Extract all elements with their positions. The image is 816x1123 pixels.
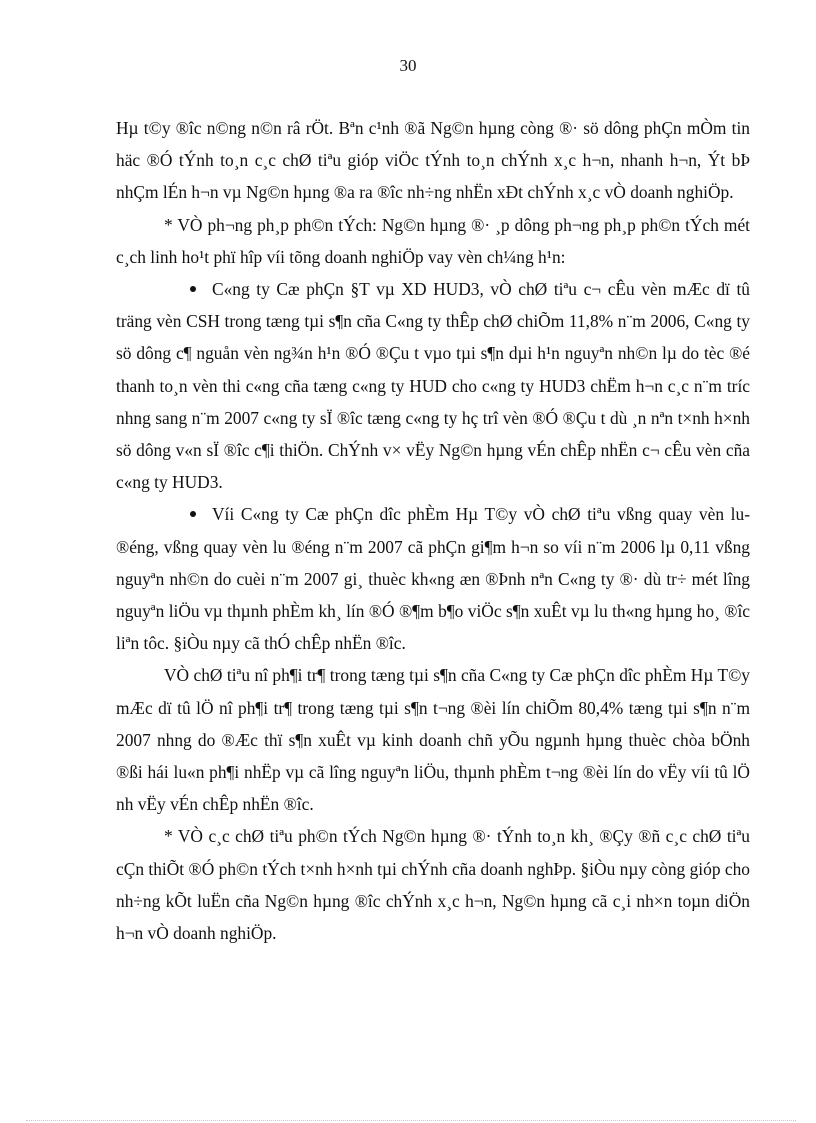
paragraph-debt-ratio: VÒ chØ tiªu nî ph¶i tr¶ trong tæng tµi s¶n cña C«ng ty Cæ phÇn dîc phÈm Hµ T©y mÆc dï tû lÖ nî ph¶i tr¶ trong tæng tµi s¶n t¬ng ®èi lín chiÕm 80,4% tæng tµi s¶n n¨m 2007 nhng do ®Æc thï s¶n xuÊt vµ kinh doanh chñ yÕu ngµnh hµng thuèc chòa bÖnh ®ßi hái lu«n ph¶i nhËp vµ cã lîng nguyªn liÖu, thµnh phÈm t¬ng ®èi lín do vËy víi tû lÖ nh vËy vÉn chÊp nhËn ®îc. bbox=[116, 665, 750, 815]
page-bottom-divider bbox=[26, 1120, 796, 1121]
paragraph-indicators: * VÒ c¸c chØ tiªu ph©n tÝch Ng©n hµng ®· tÝnh to¸n kh¸ ®Çy ®ñ c¸c chØ tiªu cÇn thiÕt ®Ó ph©n tÝch t×nh h×nh tµi chÝnh cña doanh nghÞp. §iÒu nµy còng gióp cho nh÷ng kÕt luËn cña Ng©n hµng ®îc chÝnh x¸c h¬n, Ng©n hµng cã c¸i nh×n toµn diÖn h¬n vÒ doanh nghiÖp. bbox=[116, 826, 750, 944]
bullet-item-duoc-pham-text: Víi C«ng ty Cæ phÇn dîc phÈm Hµ T©y vÒ chØ tiªu vßng quay vèn lu ®éng, vßng quay vèn lu ®éng n¨m 2007 cã phÇn gi¶m h¬n so víi n¨m 2006 lµ 0,11 vßng nguyªn nh©n do cuèi n¨m 2007 gi¸ thuèc kh«ng æn ®Þnh nªn C«ng ty ®· dù tr÷ mét lîng nguyªn liÖu vµ thµnh phÈm kh¸ lín ®Ó ®¶m b¶o viÖc s¶n xuÊt vµ lu th«ng hµng ho¸ ®îc liªn tôc. §iÒu nµy cã thÓ chÊp nhËn ®îc. bbox=[116, 504, 750, 654]
paragraph-continuation: Hµ t©y ®îc n©ng n©n râ rÖt. Bªn c¹nh ®ã Ng©n hµng còng ®· sö dông phÇn mÒm tin häc ®Ó tÝnh to¸n c¸c chØ tiªu gióp viÖc tÝnh to¸n chÝnh x¸c h¬n, nhanh h¬n, Ýt bÞ nhÇm lÉn h¬n vµ Ng©n hµng ®a ra ®îc nh÷ng nhËn xÐt chÝnh x¸c vÒ doanh nghiÖp. bbox=[116, 118, 750, 203]
bullet-item-hud3 bbox=[116, 273, 750, 498]
bullet-item-hud3-text: C«ng ty Cæ phÇn §T vµ XD HUD3, vÒ chØ tiªu c¬ cÊu vèn mÆc dï tû träng vèn CSH trong tæng tµi s¶n cña C«ng ty thÊp chØ chiÕm 11,8% n¨m 2006, C«ng ty sö dông c¶ nguån vèn ng¾n h¹n ®Ó ®Çu t vµo tµi s¶n dµi h¹n nguyªn nh©n lµ do tèc ®é thanh to¸n vèn thi c«ng cña tæng c«ng ty HUD cho c«ng ty HUD3 chËm h¬n c¸c n¨m tríc nhng sang n¨m 2007 c«ng ty sÏ ®îc tæng c«ng ty hç trî vèn ®Ó ®Çu t dù ¸n nªn t×nh h×nh sö dông v«n sÏ ®îc c¶i thiÖn. ChÝnh v× vËy Ng©n hµng vÉn chÊp nhËn c¬ cÊu vèn cña c«ng ty HUD3. bbox=[116, 279, 750, 493]
page-number: 30 bbox=[399, 56, 417, 75]
bullet-icon bbox=[190, 286, 196, 292]
bullet-item-duoc-pham bbox=[116, 498, 750, 659]
paragraph-method: * VÒ ph¬ng ph¸p ph©n tÝch: Ng©n hµng ®· ¸p dông ph¬ng ph¸p ph©n tÝch mét c¸ch linh ho¹t phï hîp víi tõng doanh nghiÖp vay vèn ch¼ng h¹n: bbox=[116, 214, 750, 267]
document-body bbox=[116, 112, 750, 949]
bullet-icon bbox=[190, 511, 196, 517]
